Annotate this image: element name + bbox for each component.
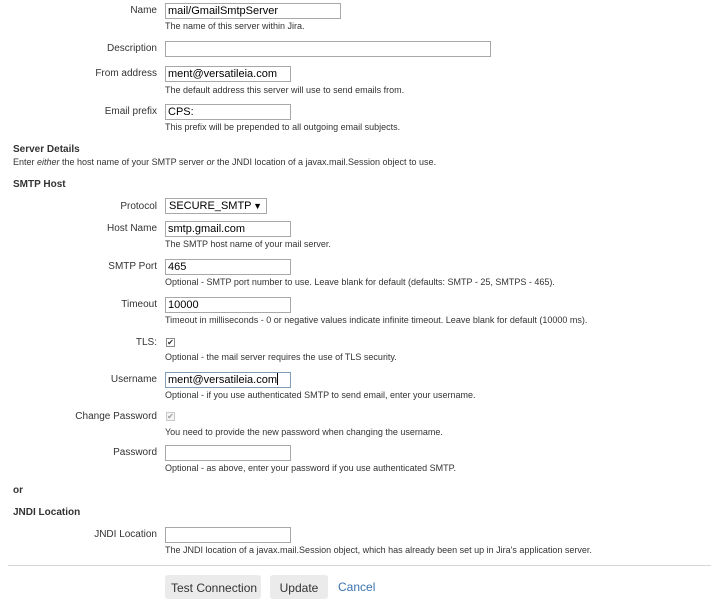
name-label: Name xyxy=(130,5,157,16)
change-password-checkbox[interactable] xyxy=(166,412,175,421)
form-divider xyxy=(8,565,711,566)
password-input[interactable] xyxy=(165,445,291,461)
test-connection-button[interactable]: Test Connection xyxy=(165,575,261,599)
update-button[interactable]: Update xyxy=(270,575,328,599)
timeout-input[interactable]: 10000 xyxy=(165,297,291,313)
server-details-title: Server Details xyxy=(13,144,80,155)
host-name-label: Host Name xyxy=(106,223,157,234)
name-help: The name of this server within Jira. xyxy=(165,21,305,31)
password-help: Optional - as above, enter your password if you use authenticated SMTP. xyxy=(165,463,456,473)
protocol-value: SECURE_SMTP xyxy=(169,200,252,212)
change-password-help: You need to provide the new password when changing the username. xyxy=(165,427,443,437)
username-input[interactable]: ment@versatileia.com xyxy=(165,372,291,388)
username-help: Optional - if you use authenticated SMTP to send email, enter your username. xyxy=(165,390,476,400)
jndi-location-title: JNDI Location xyxy=(13,507,81,518)
password-label: Password xyxy=(113,447,157,458)
username-label: Username xyxy=(110,374,157,385)
text-caret xyxy=(277,373,278,385)
tls-help: Optional - the mail server requires the use of TLS security. xyxy=(165,352,397,362)
name-input[interactable]: mail/GmailSmtpServer xyxy=(165,3,341,19)
timeout-help: Timeout in milliseconds - 0 or negative values indicate infinite timeout. Leave blank for default (10000 ms). xyxy=(165,315,588,325)
timeout-label: Timeout xyxy=(121,299,157,310)
or-separator: or xyxy=(13,485,23,496)
email-prefix-help: This prefix will be prepended to all outgoing email subjects. xyxy=(165,122,401,132)
jndi-location-input[interactable] xyxy=(165,527,291,543)
description-input[interactable] xyxy=(165,41,491,57)
from-address-help: The default address this server will use to send emails from. xyxy=(165,85,405,95)
cancel-link[interactable]: Cancel xyxy=(338,580,376,594)
chevron-down-icon: ▼ xyxy=(253,201,262,211)
protocol-label: Protocol xyxy=(120,201,157,212)
host-name-help: The SMTP host name of your mail server. xyxy=(165,239,331,249)
from-address-label: From address xyxy=(95,68,157,79)
jndi-location-label: JNDI Location xyxy=(94,529,157,540)
smtp-host-title: SMTP Host xyxy=(13,179,66,190)
smtp-port-help: Optional - SMTP port number to use. Leave blank for default (defaults: SMTP - 25, SMTPS - 465). xyxy=(165,277,555,287)
protocol-select[interactable] xyxy=(165,198,267,214)
email-prefix-input[interactable]: CPS: xyxy=(165,104,291,120)
host-name-input[interactable]: smtp.gmail.com xyxy=(165,221,291,237)
smtp-port-label: SMTP Port xyxy=(108,261,157,272)
check-icon: ✔ xyxy=(167,412,174,421)
check-icon: ✔ xyxy=(167,338,174,347)
jndi-location-help: The JNDI location of a javax.mail.Session object, which has already been set up in Jira's application server. xyxy=(165,545,592,555)
from-address-input[interactable]: ment@versatileia.com xyxy=(165,66,291,82)
smtp-port-input[interactable]: 465 xyxy=(165,259,291,275)
tls-checkbox[interactable] xyxy=(166,338,175,347)
change-password-label: Change Password xyxy=(75,411,157,422)
server-details-desc: Enter either the host name of your SMTP server or the JNDI location of a javax.mail.Session object to use. xyxy=(13,157,437,167)
description-label: Description xyxy=(106,43,157,54)
tls-label: TLS: xyxy=(135,337,157,348)
email-prefix-label: Email prefix xyxy=(104,106,157,117)
